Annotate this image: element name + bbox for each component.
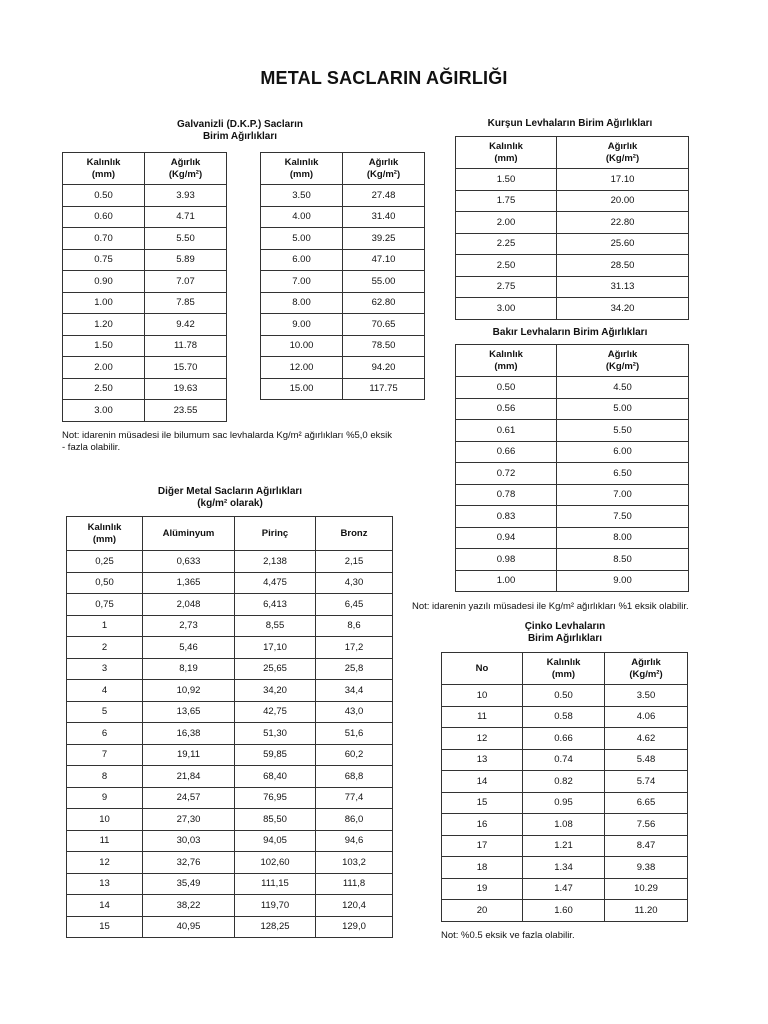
table-row [63,357,227,379]
table-cell: 42,75 [235,701,316,723]
table-cell: 0.61 [456,420,557,442]
table-cell: 5 [67,701,143,723]
header-thickness: Kalınlık (mm) [67,517,143,551]
table-row [456,484,689,506]
table-cell: 2.25 [456,233,557,255]
table-cell: 10 [442,685,523,707]
table-cell: 51,6 [316,723,393,745]
table-row [261,378,425,400]
table-cell: 4.71 [145,206,227,228]
table-row [261,185,425,207]
table-cell: 5.50 [557,420,689,442]
table-cell: 0,25 [67,551,143,573]
table-row [442,857,688,879]
table-cell: 7.00 [557,484,689,506]
table-row [63,378,227,400]
table-row [67,852,393,874]
table-cell: 40,95 [143,916,235,938]
table-cell: 68,40 [235,766,316,788]
header-weight: Ağırlık (Kg/m²) [557,345,689,377]
header-thickness: Kalınlık (mm) [523,653,605,685]
table-cell: 111,15 [235,873,316,895]
table-row [67,744,393,766]
table-row [456,527,689,549]
table-cell: 0.98 [456,549,557,571]
cinko-title-line2: Birim Ağırlıkları [527,633,603,644]
table-cell: 0,75 [67,594,143,616]
table-row [67,873,393,895]
table-cell: 1.21 [523,835,605,857]
table-cell: 11 [67,830,143,852]
table-cell: 18 [442,857,523,879]
table-row [67,658,393,680]
table-cell: 1.47 [523,878,605,900]
table-cell: 19.63 [145,378,227,400]
table-cell: 85,50 [235,809,316,831]
table-cell: 4.62 [605,728,688,750]
table-row [261,314,425,336]
table-cell: 1.08 [523,814,605,836]
header-weight: Ağırlık (Kg/m²) [605,653,688,685]
table-cell: 4.00 [261,206,343,228]
cinko-title-line1: Çinko Levhaların [524,621,606,632]
table-row [63,314,227,336]
table-cell: 129,0 [316,916,393,938]
table-cell: 15.00 [261,378,343,400]
table-cell: 1.00 [63,292,145,314]
table-cell: 8 [67,766,143,788]
table-row [67,572,393,594]
table-cell: 94,05 [235,830,316,852]
table-row [442,771,688,793]
table-cell: 2.50 [456,255,557,277]
table-cell: 9.38 [605,857,688,879]
table-cell: 19 [442,878,523,900]
table-row [456,190,689,212]
table-cell: 22.80 [557,212,689,234]
cinko-table [441,652,688,922]
table-cell: 1,365 [143,572,235,594]
header-no: No [442,653,523,685]
table-cell: 6 [67,723,143,745]
table-cell: 4.50 [557,377,689,399]
table-cell: 2.75 [456,276,557,298]
table-cell: 0.58 [523,706,605,728]
table-cell: 1.34 [523,857,605,879]
table-row [456,420,689,442]
table-cell: 102,60 [235,852,316,874]
table-cell: 27,30 [143,809,235,831]
table-row [261,228,425,250]
header-thickness: Kalınlık (mm) [63,153,145,185]
table-cell: 78.50 [343,335,425,357]
table-cell: 7.56 [605,814,688,836]
table-cell: 4,475 [235,572,316,594]
table-cell: 3.00 [456,298,557,320]
table-cell: 11 [442,706,523,728]
table-row [456,398,689,420]
table-cell: 6.00 [261,249,343,271]
table-row [63,228,227,250]
table-row [456,570,689,592]
table-cell: 0.78 [456,484,557,506]
table-cell: 62.80 [343,292,425,314]
table-row [63,206,227,228]
table-cell: 16,38 [143,723,235,745]
table-row [456,212,689,234]
galvaniz-title-line2: Birim Ağırlıkları [202,131,278,142]
table-cell: 25.60 [557,233,689,255]
table-cell: 3.00 [63,400,145,422]
table-cell: 0.66 [456,441,557,463]
table-cell: 0.82 [523,771,605,793]
table-cell: 38,22 [143,895,235,917]
table-cell: 30,03 [143,830,235,852]
table-cell: 23.55 [145,400,227,422]
table-cell: 5.74 [605,771,688,793]
table-cell: 0.66 [523,728,605,750]
table-cell: 2,048 [143,594,235,616]
table-cell: 8.50 [557,549,689,571]
table-cell: 11.20 [605,900,688,922]
page-title: METAL SACLARIN AĞIRLIĞI [260,68,508,88]
table-cell: 47.10 [343,249,425,271]
table-cell: 2,15 [316,551,393,573]
table-cell: 14 [442,771,523,793]
table-cell: 76,95 [235,787,316,809]
diger-title [105,486,355,510]
table-cell: 10.29 [605,878,688,900]
table-cell: 8.00 [557,527,689,549]
table-cell: 2,138 [235,551,316,573]
table-cell: 0.94 [456,527,557,549]
header-aluminyum: Alüminyum [143,517,235,551]
table-cell: 55.00 [343,271,425,293]
table-cell: 60,2 [316,744,393,766]
cinko-note: Not: %0.5 eksik ve fazla olabilir. [441,930,575,941]
table-row [67,809,393,831]
table-row [442,900,688,922]
table-cell: 11.78 [145,335,227,357]
table-cell: 0.75 [63,249,145,271]
table-row [456,549,689,571]
table-row [261,335,425,357]
galvaniz-note [62,430,422,454]
table-row [456,463,689,485]
table-cell: 2.50 [63,378,145,400]
table-cell: 17,2 [316,637,393,659]
table-cell: 120,4 [316,895,393,917]
table-row [456,506,689,528]
table-cell: 12 [442,728,523,750]
table-row [67,830,393,852]
table-row [442,878,688,900]
table-cell: 39.25 [343,228,425,250]
table-cell: 14 [67,895,143,917]
table-cell: 0,633 [143,551,235,573]
table-cell: 8,19 [143,658,235,680]
table-cell: 2.00 [456,212,557,234]
table-row [63,292,227,314]
table-cell: 2 [67,637,143,659]
galvaniz-note-line1: Not: idarenin müsadesi ile bilumum sac levhalarda Kg/m² ağırlıkları %5,0 eksik [62,430,392,441]
table-cell: 17.10 [557,169,689,191]
table-cell: 8.47 [605,835,688,857]
table-cell: 6,413 [235,594,316,616]
table-cell: 0.74 [523,749,605,771]
table-cell: 0,50 [67,572,143,594]
table-cell: 13 [442,749,523,771]
table-cell: 1.20 [63,314,145,336]
table-cell: 0.56 [456,398,557,420]
table-cell: 10,92 [143,680,235,702]
table-cell: 4.06 [605,706,688,728]
table-row [442,814,688,836]
header-weight: Ağırlık (Kg/m²) [145,153,227,185]
table-cell: 21,84 [143,766,235,788]
table-row [456,276,689,298]
table-cell: 2.00 [63,357,145,379]
table-cell: 8,6 [316,615,393,637]
table-cell: 128,25 [235,916,316,938]
header-bronz: Bronz [316,517,393,551]
table-row [456,377,689,399]
table-row [63,400,227,422]
table-cell: 32,76 [143,852,235,874]
table-cell: 10 [67,809,143,831]
table-cell: 0.90 [63,271,145,293]
table-row [261,206,425,228]
table-cell: 24,57 [143,787,235,809]
table-row [456,233,689,255]
table-cell: 20.00 [557,190,689,212]
table-cell: 5.00 [557,398,689,420]
table-row [67,551,393,573]
table-cell: 5.89 [145,249,227,271]
table-cell: 5.00 [261,228,343,250]
table-row [67,594,393,616]
table-row [67,895,393,917]
table-row [442,706,688,728]
table-cell: 103,2 [316,852,393,874]
table-cell: 13 [67,873,143,895]
table-cell: 16 [442,814,523,836]
table-cell: 0.50 [63,185,145,207]
table-cell: 1.60 [523,900,605,922]
table-row [442,835,688,857]
table-cell: 7.07 [145,271,227,293]
diger-title-line2: (kg/m² olarak) [197,498,263,509]
table-cell: 19,11 [143,744,235,766]
table-row [67,787,393,809]
table-cell: 4 [67,680,143,702]
table-cell: 94.20 [343,357,425,379]
table-cell: 1.50 [63,335,145,357]
table-cell: 117.75 [343,378,425,400]
table-row [67,701,393,723]
table-cell: 5.50 [145,228,227,250]
table-row [63,185,227,207]
table-cell: 10.00 [261,335,343,357]
table-cell: 9.00 [261,314,343,336]
table-row [63,271,227,293]
table-cell: 59,85 [235,744,316,766]
table-cell: 5,46 [143,637,235,659]
table-cell: 0.50 [523,685,605,707]
header-thickness: Kalınlık (mm) [456,137,557,169]
table-cell: 9 [67,787,143,809]
galvaniz-title [140,119,340,143]
table-cell: 70.65 [343,314,425,336]
table-cell: 28.50 [557,255,689,277]
table-cell: 9.42 [145,314,227,336]
table-cell: 9.00 [557,570,689,592]
galvaniz-table-right [260,152,425,400]
table-row [442,728,688,750]
table-row [67,615,393,637]
table-cell: 3.93 [145,185,227,207]
header-thickness: Kalınlık (mm) [456,345,557,377]
table-cell: 25,65 [235,658,316,680]
table-row [261,292,425,314]
table-row [67,723,393,745]
table-cell: 8.00 [261,292,343,314]
table-cell: 1.50 [456,169,557,191]
table-row [67,766,393,788]
table-cell: 7.50 [557,506,689,528]
table-cell: 34,4 [316,680,393,702]
table-cell: 6.00 [557,441,689,463]
table-cell: 34.20 [557,298,689,320]
galvaniz-title-line1: Galvanizli (D.K.P.) Sacların [177,119,303,130]
table-cell: 17 [442,835,523,857]
table-cell: 1.00 [456,570,557,592]
table-cell: 17,10 [235,637,316,659]
table-cell: 86,0 [316,809,393,831]
table-cell: 6,45 [316,594,393,616]
table-cell: 0.95 [523,792,605,814]
table-cell: 8,55 [235,615,316,637]
table-cell: 0.70 [63,228,145,250]
table-cell: 15 [442,792,523,814]
table-row [67,637,393,659]
table-cell: 7.00 [261,271,343,293]
table-cell: 68,8 [316,766,393,788]
table-cell: 0.60 [63,206,145,228]
galvaniz-note-line2: - fazla olabilir. [62,442,121,453]
table-cell: 7.85 [145,292,227,314]
table-cell: 27.48 [343,185,425,207]
table-row [261,357,425,379]
bakir-note: Not: idarenin yazılı müsadesi ile Kg/m² ağırlıkları %1 eksik olabilir. [412,601,689,612]
table-cell: 5.48 [605,749,688,771]
table-cell: 13,65 [143,701,235,723]
table-cell: 35,49 [143,873,235,895]
kursun-title: Kurşun Levhaların Birim Ağırlıkları [487,118,653,129]
table-row [261,249,425,271]
header-weight: Ağırlık (Kg/m²) [557,137,689,169]
table-row [67,680,393,702]
table-cell: 25,8 [316,658,393,680]
header-weight: Ağırlık (Kg/m²) [343,153,425,185]
table-row [456,255,689,277]
table-cell: 1.75 [456,190,557,212]
table-row [442,685,688,707]
table-cell: 20 [442,900,523,922]
header-thickness: Kalınlık (mm) [261,153,343,185]
diger-table [66,516,393,938]
diger-title-line1: Diğer Metal Sacların Ağırlıkları [157,486,303,497]
table-cell: 6.50 [557,463,689,485]
table-cell: 6.65 [605,792,688,814]
galvaniz-table-left [62,152,227,422]
table-cell: 3.50 [605,685,688,707]
table-cell: 77,4 [316,787,393,809]
table-cell: 2,73 [143,615,235,637]
table-row [456,298,689,320]
header-pirinc: Pirinç [235,517,316,551]
table-cell: 94,6 [316,830,393,852]
table-cell: 3 [67,658,143,680]
table-cell: 119,70 [235,895,316,917]
table-cell: 0.83 [456,506,557,528]
table-cell: 15.70 [145,357,227,379]
table-cell: 43,0 [316,701,393,723]
table-cell: 34,20 [235,680,316,702]
table-cell: 15 [67,916,143,938]
table-cell: 51,30 [235,723,316,745]
table-cell: 7 [67,744,143,766]
table-cell: 31.13 [557,276,689,298]
table-cell: 3.50 [261,185,343,207]
table-cell: 4,30 [316,572,393,594]
table-row [456,169,689,191]
bakir-title: Bakır Levhaların Birim Ağırlıkları [492,327,648,338]
table-row [63,249,227,271]
table-row [456,441,689,463]
table-row [67,916,393,938]
table-cell: 12.00 [261,357,343,379]
table-row [261,271,425,293]
table-cell: 111,8 [316,873,393,895]
table-cell: 12 [67,852,143,874]
table-cell: 1 [67,615,143,637]
table-row [442,792,688,814]
bakir-table [455,344,689,592]
table-row [63,335,227,357]
table-cell: 31.40 [343,206,425,228]
cinko-title [480,621,650,645]
table-cell: 0.50 [456,377,557,399]
table-row [442,749,688,771]
kursun-table [455,136,689,320]
table-cell: 0.72 [456,463,557,485]
